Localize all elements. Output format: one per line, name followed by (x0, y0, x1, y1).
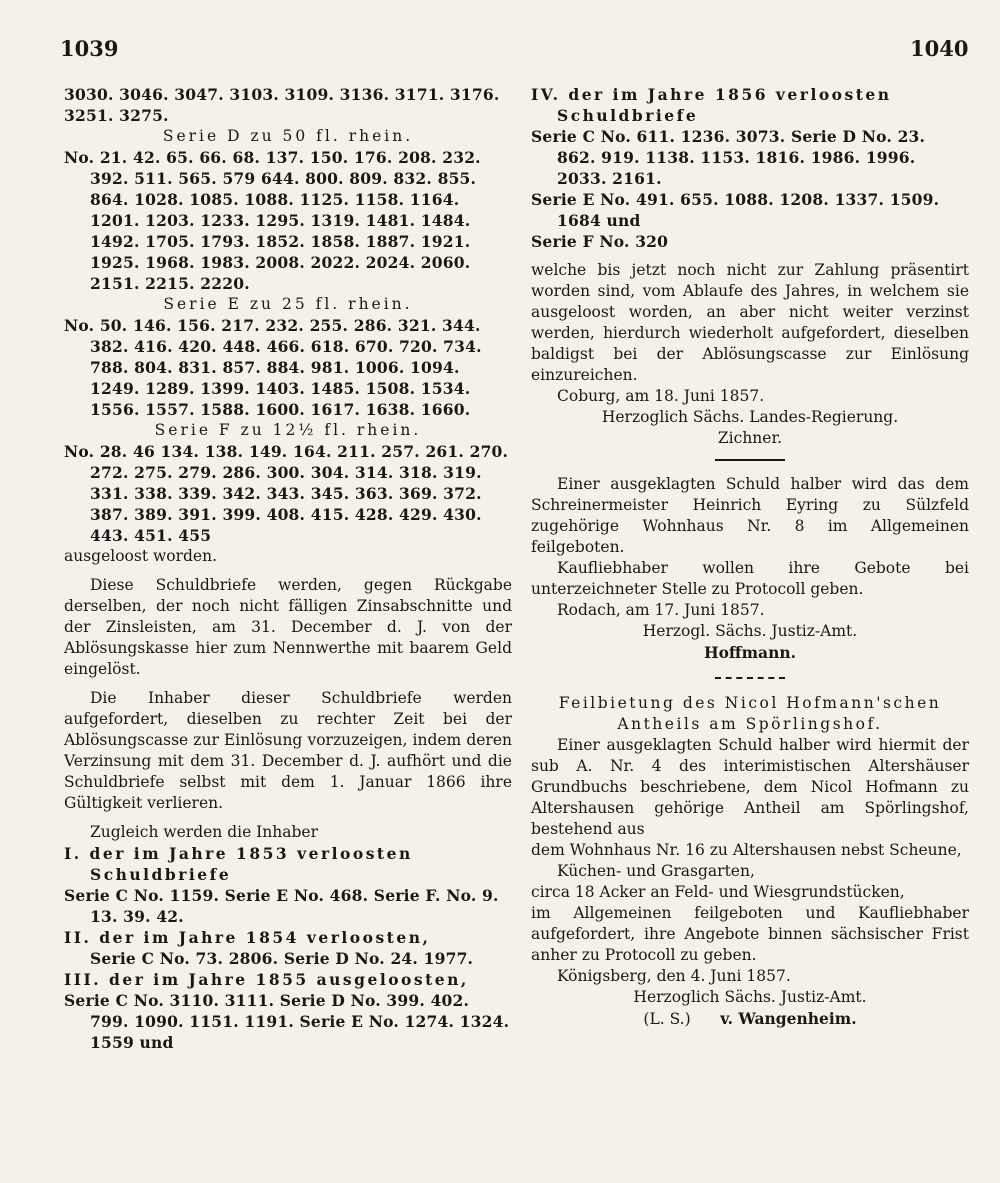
top-numbers: 3030. 3046. 3047. 3103. 3109. 3136. 3171. 3176. 3251. 3275. (64, 85, 500, 125)
paragraph-einloesung: Diese Schuldbriefe werden, gegen Rückgabe derselben, der noch nicht fälligen Zinsabschnitte und der Zinsleisten, am 31. December d. J. von der Ablösungskasse hier zum Nennwerthe mit baarem Geld eingelöst. (64, 576, 512, 678)
section-3-body: Serie C No. 3110. 3111. Serie D No. 399. 402. 799. 1090. 1151. 1191. Serie E No. 1274. 1324. 1559 und (64, 991, 510, 1052)
coburg-date: Coburg, am 18. Juni 1857. (557, 387, 765, 405)
notice-2-paragraph-2: Kaufliebhaber wollen ihre Gebote bei unterzeichneter Stelle zu Protocoll geben. (531, 559, 969, 598)
left-column (64, 84, 512, 1053)
notice-3-title: Feilbietung des Nicol Hofmann'schen Antheils am Spörlingshof. (558, 694, 942, 733)
section-4-serie-e: Serie E No. 491. 655. 1088. 1208. 1337. 1509. 1684 und (531, 190, 940, 230)
serie-e-numbers: No. 50. 146. 156. 217. 232. 255. 286. 321. 344. 382. 416. 420. 448. 466. 618. 670. 720. 734. 788. 804. 831. 857. 884. 981. 1006. 1094. 1249. 1289. 1399. 1403. 1485. 1508. 1534. 1556. 1557. 1588. 1600. 1617. 1638. 1660. (64, 316, 482, 419)
section-1-body: Serie C No. 1159. Serie E No. 468. Serie F. No. 9. 13. 39. 42. (64, 886, 499, 926)
serie-d-heading: Serie D zu 50 fl. rhein. (162, 127, 414, 145)
right-column (531, 84, 969, 1030)
koenigsberg-signer: v. Wangenheim. (720, 1009, 857, 1028)
koenigsberg-date: Königsberg, den 4. Juni 1857. (557, 967, 791, 985)
page-number-right: 1040 (910, 36, 969, 61)
page-number-left: 1039 (60, 36, 119, 61)
zugleich-text: Zugleich werden die Inhaber (90, 823, 319, 841)
section-4-serie-f: Serie F No. 320 (531, 232, 669, 251)
paragraph-inhaber: Die Inhaber dieser Schuldbriefe werden aufgefordert, dieselben zu rechter Zeit bei der Ablösungscasse zur Einlösung vorzuzeigen, indem deren Verzinsung mit dem 31. December d. J. aufhört und die Schuldbriefe selbst mit dem 1. Januar 1866 ihre Gültigkeit verlieren. (64, 689, 512, 812)
rodach-date: Rodach, am 17. Juni 1857. (557, 601, 765, 619)
koenigsberg-authority: Herzoglich Sächs. Justiz-Amt. (633, 988, 867, 1006)
serie-e-heading: Serie E zu 25 fl. rhein. (163, 295, 413, 313)
paragraph-welche: welche bis jetzt noch nicht zur Zahlung präsentirt worden sind, vom Ablaufe des Jahres, in welchem sie ausgeloost worden, an aber nicht weiter verzinst werden, hierdurch wiederholt aufgefordert, dieselben baldigst bei der Ablösungscasse zur Einlösung einzureichen. (531, 261, 969, 384)
section-3-title: III. der im Jahre 1855 ausgeloosten, (64, 970, 469, 989)
rodach-authority: Herzogl. Sächs. Justiz-Amt. (642, 622, 858, 640)
separator-dashed (715, 677, 785, 679)
notice-3-paragraph-2: im Allgemeinen feilgeboten und Kaufliebhaber aufgefordert, ihre Angebote binnen sächsischer Frist anher zu Protocoll zu geben. (531, 904, 969, 964)
section-4-title: IV. der im Jahre 1856 verloosten Schuldbriefe (531, 85, 892, 125)
ausgeloost-text: ausgeloost worden. (64, 547, 218, 565)
notice-3-item-1: dem Wohnhaus Nr. 16 zu Altershausen nebst Scheune, Küchen- und Grasgarten, (531, 841, 962, 880)
rodach-signer: Hoffmann. (703, 643, 797, 662)
notice-2-paragraph-1: Einer ausgeklagten Schuld halber wird das dem Schreinermeister Heinrich Eyring zu Sülzfeld zugehörige Wohnhaus Nr. 8 im Allgemeinen feilgeboten. (531, 475, 969, 556)
serie-f-heading: Serie F zu 12½ fl. rhein. (154, 421, 422, 439)
notice-3-item-2: circa 18 Acker an Feld- und Wiesgrundstücken, (531, 883, 905, 901)
serie-d-numbers: No. 21. 42. 65. 66. 68. 137. 150. 176. 208. 232. 392. 511. 565. 579 644. 800. 809. 832. 855. 864. 1028. 1085. 1088. 1125. 1158. 1164. 1201. 1203. 1233. 1295. 1319. 1481. 1484. 1492. 1705. 1793. 1852. 1858. 1887. 1921. 1925. 1968. 1983. 2008. 2022. 2024. 2060. 2151. 2215. 2220. (64, 148, 481, 293)
section-2-body: Serie C No. 73. 2806. Serie D No. 24. 1977. (90, 949, 474, 968)
coburg-signer: Zichner. (717, 429, 783, 447)
section-2-title: II. der im Jahre 1854 verloosten, (64, 928, 431, 947)
section-1-title: I. der im Jahre 1853 verloosten Schuldbriefe (64, 844, 413, 884)
separator-rule (715, 459, 785, 462)
serie-f-numbers: No. 28. 46 134. 138. 149. 164. 211. 257. 261. 270. 272. 275. 279. 286. 300. 304. 314. 318. 319. 331. 338. 339. 342. 343. 345. 363. 369. 372. 387. 389. 391. 399. 408. 415. 428. 429. 430. 443. 451. 455 (64, 442, 509, 545)
section-4-body: Serie C No. 611. 1236. 3073. Serie D No. 23. 862. 919. 1138. 1153. 1816. 1986. 1996. 2033. 2161. (531, 127, 926, 188)
coburg-authority: Herzoglich Sächs. Landes-Regierung. (601, 408, 899, 426)
seal-mark: (L. S.) (643, 1010, 691, 1028)
notice-3-paragraph-1: Einer ausgeklagten Schuld halber wird hiermit der sub A. Nr. 4 des interimistischen Altershäuser Grundbuchs beschriebene, dem Nicol Hofmann zu Altershausen gehörige Antheil am Spörlingshof, bestehend aus (531, 736, 969, 838)
